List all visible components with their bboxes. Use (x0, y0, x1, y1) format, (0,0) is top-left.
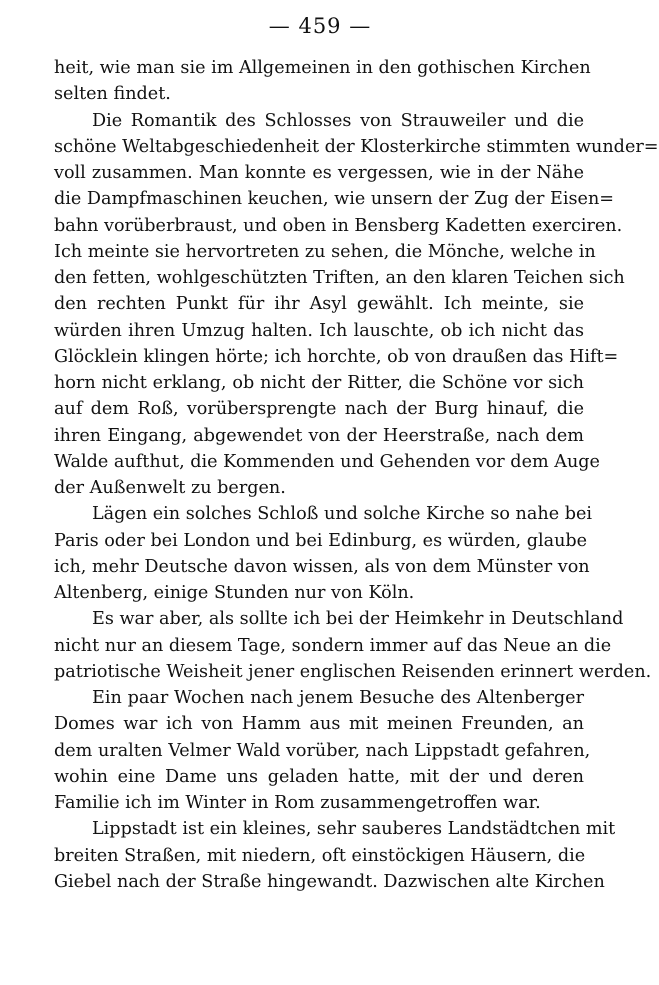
text-line: ich, mehr Deutsche davon wissen, als von dem Münster von (54, 556, 590, 577)
text-line: selten findet. (54, 84, 171, 105)
text-line: Walde aufthut, die Kommenden und Gehenden vor dem Auge (54, 451, 600, 472)
text-line: Es war aber, als sollte ich bei der Heimkehr in Deutschland (92, 609, 624, 630)
text-line: den fetten, wohlgeschützten Triften, an den klaren Teichen sich (54, 268, 625, 288)
text-line: auf dem Roß, vorübersprengte nach der Burg hinauf, die (54, 399, 584, 420)
text-line: breiten Straßen, mit niedern, oft einstöckigen Häusern, die (54, 845, 586, 866)
text-line: den rechten Punkt für ihr Asyl gewählt. Ich meinte, sie (54, 294, 584, 315)
text-line: bahn vorüberbraust, und oben in Bensberg Kadetten exerciren. (54, 215, 623, 236)
text-line: Glöcklein klingen hörte; ich horchte, ob von draußen das Hift= (54, 346, 619, 367)
text-line: würden ihren Umzug halten. Ich lauschte, ob ich nicht das (54, 320, 584, 341)
text-line: Lägen ein solches Schloß und solche Kirche so nahe bei (92, 504, 592, 525)
text-line: nicht nur an diesem Tage, sondern immer auf das Neue an die (54, 635, 612, 656)
text-line: Paris oder bei London und bei Edinburg, es würden, glaube (54, 530, 588, 551)
text-line: Domes war ich von Hamm aus mit meinen Freunden, an (54, 714, 584, 735)
text-line: Familie ich im Winter in Rom zusammengetroffen war. (54, 793, 541, 813)
text-line: wohin eine Dame uns geladen hatte, mit der und deren (54, 766, 584, 787)
text-line: patriotische Weisheit jener englischen Reisenden erinnert werden. (54, 661, 652, 682)
text-line: dem uralten Velmer Wald vorüber, nach Lippstadt gefahren, (54, 740, 591, 761)
body-text (54, 55, 659, 895)
text-line: der Außenwelt zu bergen. (54, 478, 286, 498)
text-line: die Dampfmaschinen keuchen, wie unsern der Zug der Eisen= (54, 189, 615, 210)
text-line: ihren Eingang, abgewendet von der Heerstraße, nach dem (54, 425, 584, 446)
text-line: Ich meinte sie hervortreten zu sehen, die Mönche, welche in (54, 241, 596, 262)
text-line: Die Romantik des Schlosses von Strauweiler und die (92, 110, 584, 131)
page-number: — 459 — (268, 14, 372, 38)
text-line: voll zusammen. Man konnte es vergessen, wie in der Nähe (54, 163, 584, 183)
text-line: heit, wie man sie im Allgemeinen in den gothischen Kirchen (54, 58, 591, 78)
text-line: horn nicht erklang, ob nicht der Ritter, die Schöne vor sich (54, 373, 584, 393)
text-line: Altenberg, einige Stunden nur von Köln. (54, 583, 415, 603)
text-line: schöne Weltabgeschiedenheit der Klosterkirche stimmten wunder= (54, 136, 659, 157)
text-line: Ein paar Wochen nach jenem Besuche des Altenberger (92, 688, 584, 708)
text-line: Lippstadt ist ein kleines, sehr sauberes Landstädtchen mit (92, 819, 616, 840)
text-line: Giebel nach der Straße hingewandt. Dazwischen alte Kirchen (54, 871, 605, 892)
